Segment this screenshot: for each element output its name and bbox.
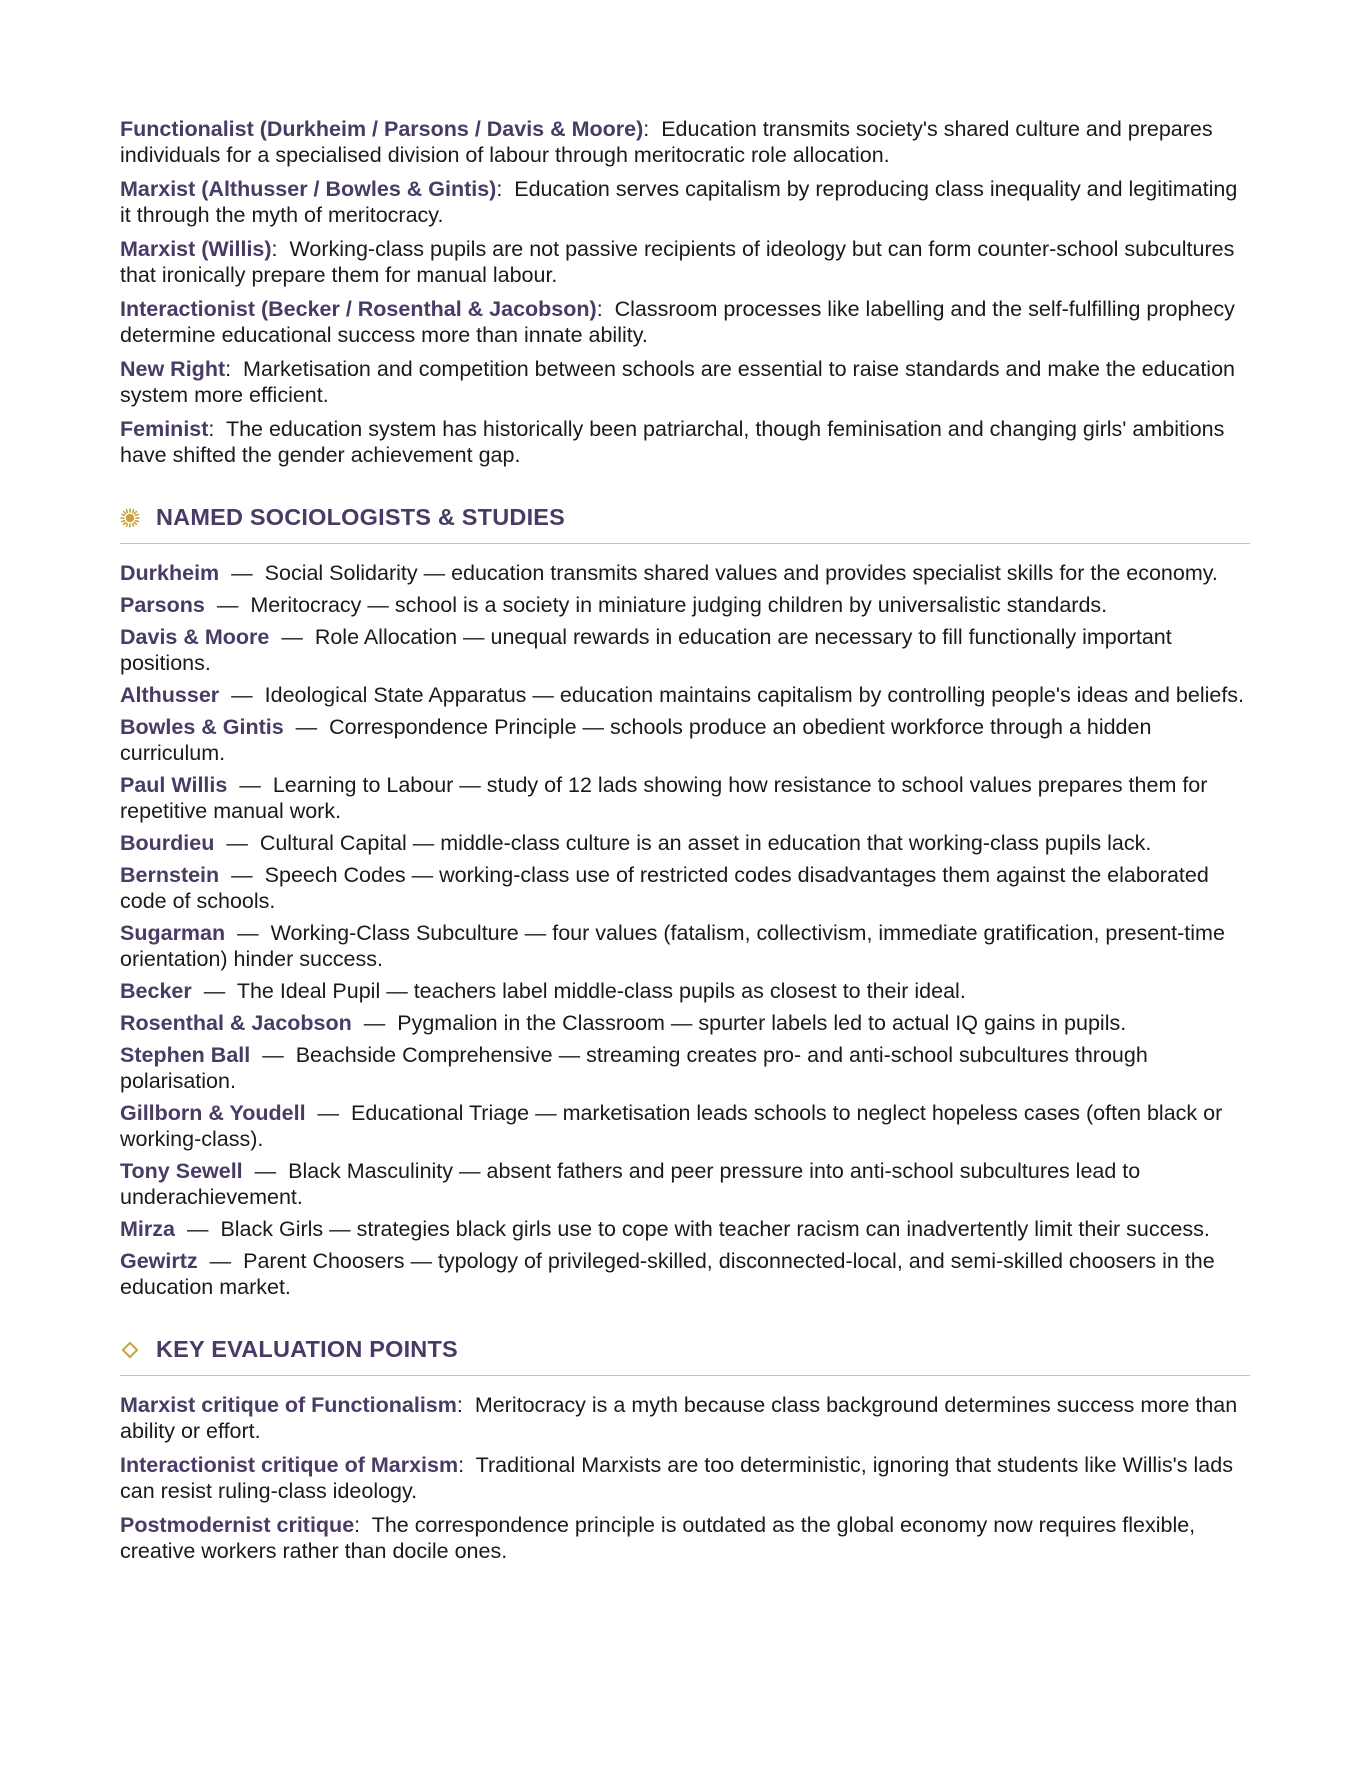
study-name: Working-Class Subculture — [270, 921, 519, 945]
study-name: The Ideal Pupil — [236, 979, 381, 1003]
evaluation-list — [120, 1392, 1250, 1564]
sociologist-entry: Althusser — Ideological State Apparatus — education maintains capitalism by controlling people's ideas and beliefs. — [120, 683, 1245, 707]
study-description: unequal rewards in education are necessary to fill functionally important positions. — [120, 625, 1172, 675]
perspective-item: Interactionist (Becker / Rosenthal & Jacobson): Classroom processes like labelling and the self-fulfilling prophecy determine educational success more than innate ability. — [120, 297, 1235, 347]
study-name: Beachside Comprehensive — [295, 1043, 553, 1067]
perspective-text: Marketisation and competition between schools are essential to raise standards and make the education system more efficient. — [120, 357, 1236, 407]
em-dash: — — [231, 683, 253, 707]
study-description: schools produce an obedient workforce through a hidden curriculum. — [120, 715, 1152, 765]
sociologist-name: Mirza — [120, 1217, 175, 1241]
perspective-label: Interactionist (Becker / Rosenthal & Jacobson) — [120, 297, 597, 321]
perspective-label: Feminist — [120, 417, 209, 441]
study-description: streaming creates pro- and anti-school subcultures through polarisation. — [120, 1043, 1148, 1093]
sun-burst-icon — [120, 508, 140, 528]
sociologist-entry: Sugarman — Working-Class Subculture — four values (fatalism, collectivism, immediate gratification, present-time orientation) hinder success. — [120, 921, 1225, 971]
study-description: working-class use of restricted codes disadvantages them against the elaborated code of schools. — [120, 863, 1209, 913]
sociologist-name: Tony Sewell — [120, 1159, 243, 1183]
sociologists-list — [120, 560, 1250, 1300]
perspective-label: Marxist (Willis) — [120, 237, 272, 261]
study-name: Educational Triage — [351, 1101, 530, 1125]
study-description: education transmits shared values and provides specialist skills for the economy. — [451, 561, 1218, 585]
sociologist-name: Gewirtz — [120, 1249, 198, 1273]
perspective-text: Classroom processes like labelling and the self-fulfilling prophecy determine educational success more than innate ability. — [120, 297, 1235, 347]
study-description: school is a society in miniature judging children by universalistic standards. — [394, 593, 1108, 617]
sociologist-entry: Durkheim — Social Solidarity — education transmits shared values and provides specialist skills for the economy. — [120, 561, 1218, 585]
sociologist-name: Rosenthal & Jacobson — [120, 1011, 352, 1035]
evaluation-item: Postmodernist critique: The correspondence principle is outdated as the global economy now requires flexible, creative workers rather than docile ones. — [120, 1513, 1196, 1563]
sociologists-section-header — [120, 504, 1250, 544]
evaluation-text: Meritocracy is a myth because class background determines success more than ability or effort. — [120, 1393, 1238, 1443]
evaluation-item: Interactionist critique of Marxism: Traditional Marxists are too deterministic, ignoring that students like Willis's lads can resist ruling-class ideology. — [120, 1453, 1233, 1503]
em-dash: — — [363, 1011, 386, 1035]
sociologist-entry: Mirza — Black Girls — strategies black girls use to cope with teacher racism can inadvertently limit their success. — [120, 1217, 1210, 1241]
study-description: marketisation leads schools to neglect hopeless cases (often black or working-class). — [120, 1101, 1223, 1151]
sociologist-name: Althusser — [120, 683, 220, 707]
perspective-text: The education system has historically been patriarchal, though feminisation and changing girls' ambitions have shifted the gender achievement gap. — [120, 417, 1225, 467]
sociologist-name: Sugarman — [120, 921, 226, 945]
sociologist-entry: Stephen Ball — Beachside Comprehensive — streaming creates pro- and anti-school subcultures through polarisation. — [120, 1043, 1148, 1093]
diamond-icon — [120, 1340, 140, 1360]
study-description: strategies black girls use to cope with teacher racism can inadvertently limit their success. — [356, 1217, 1210, 1241]
study-name: Cultural Capital — [259, 831, 407, 855]
study-description: teachers label middle-class pupils as closest to their ideal. — [413, 979, 966, 1003]
em-dash: — — [186, 1217, 209, 1241]
evaluation-section-header — [120, 1336, 1250, 1376]
sociologist-entry: Davis & Moore — Role Allocation — unequal rewards in education are necessary to fill functionally important positions. — [120, 625, 1172, 675]
sociologist-name: Parsons — [120, 593, 205, 617]
em-dash: — — [226, 831, 248, 855]
section-title: NAMED SOCIOLOGISTS & STUDIES — [156, 504, 566, 530]
sociologist-entry: Tony Sewell — Black Masculinity — absent fathers and peer pressure into anti-school subcultures lead to underachievement. — [120, 1159, 1141, 1209]
study-name: Black Masculinity — [288, 1159, 454, 1183]
perspective-item: Functionalist (Durkheim / Parsons / Davis & Moore): Education transmits society's shared culture and prepares individuals for a specialised division of labour through meritocratic role allocation. — [120, 117, 1213, 167]
study-description: spurter labels led to actual IQ gains in pupils. — [698, 1011, 1127, 1035]
study-name: Learning to Labour — [272, 773, 454, 797]
sociologist-name: Bowles & Gintis — [120, 715, 284, 739]
study-name: Black Girls — [220, 1217, 324, 1241]
perspective-label: Marxist (Althusser / Bowles & Gintis) — [120, 177, 497, 201]
em-dash: — — [254, 1159, 277, 1183]
study-description: education maintains capitalism by controlling people's ideas and beliefs. — [559, 683, 1245, 707]
sociologist-name: Becker — [120, 979, 192, 1003]
sociologist-entry: Gillborn & Youdell — Educational Triage — marketisation leads schools to neglect hopeless cases (often black or working-class). — [120, 1101, 1223, 1151]
evaluation-item: Marxist critique of Functionalism: Meritocracy is a myth because class background determines success more than ability or effort. — [120, 1393, 1238, 1443]
study-description: absent fathers and peer pressure into anti-school subcultures lead to underachievement. — [120, 1159, 1141, 1209]
perspective-item: New Right: Marketisation and competition between schools are essential to raise standards and make the education system more efficient. — [120, 357, 1236, 407]
sociologist-entry: Gewirtz — Parent Choosers — typology of privileged-skilled, disconnected-local, and semi-skilled choosers in the education market. — [120, 1249, 1215, 1299]
sociologist-name: Stephen Ball — [120, 1043, 251, 1067]
em-dash: — — [237, 921, 259, 945]
study-name: Role Allocation — [314, 625, 458, 649]
sociologist-name: Gillborn & Youdell — [120, 1101, 306, 1125]
study-name: Social Solidarity — [264, 561, 418, 585]
sociologist-entry: Becker — The Ideal Pupil — teachers label middle-class pupils as closest to their ideal. — [120, 979, 966, 1003]
evaluation-label: Marxist critique of Functionalism — [120, 1393, 457, 1417]
study-name: Pygmalion in the Classroom — [397, 1011, 665, 1035]
perspective-item: Feminist: The education system has historically been patriarchal, though feminisation and changing girls' ambitions have shifted the gender achievement gap. — [120, 417, 1225, 467]
sociologist-name: Paul Willis — [120, 773, 228, 797]
em-dash: — — [295, 715, 318, 739]
study-name: Meritocracy — [250, 593, 362, 617]
em-dash: — — [209, 1249, 232, 1273]
perspective-text: Working-class pupils are not passive recipients of ideology but can form counter-school subcultures that ironically prepare them for manual labour. — [120, 237, 1235, 287]
perspective-label: New Right — [120, 357, 226, 381]
evaluation-label: Interactionist critique of Marxism — [120, 1453, 459, 1477]
study-name: Speech Codes — [264, 863, 406, 887]
sociologist-entry: Rosenthal & Jacobson — Pygmalion in the Classroom — spurter labels led to actual IQ gains in pupils. — [120, 1011, 1127, 1035]
sociologist-entry: Paul Willis — Learning to Labour — study of 12 lads showing how resistance to school values prepares them for repetitive manual work. — [120, 773, 1208, 823]
em-dash: — — [216, 593, 239, 617]
perspective-item: Marxist (Althusser / Bowles & Gintis): Education serves capitalism by reproducing class inequality and legitimating it through the myth of meritocracy. — [120, 177, 1238, 227]
sociologist-entry: Bernstein — Speech Codes — working-class use of restricted codes disadvantages them against the elaborated code of schools. — [120, 863, 1209, 913]
em-dash: — — [262, 1043, 284, 1067]
section-title: KEY EVALUATION POINTS — [156, 1336, 458, 1362]
em-dash: — — [317, 1101, 340, 1125]
evaluation-text: Traditional Marxists are too deterministic, ignoring that students like Willis's lads can resist ruling-class ideology. — [120, 1453, 1233, 1503]
study-description: middle-class culture is an asset in education that working-class pupils lack. — [440, 831, 1152, 855]
sociologist-name: Durkheim — [120, 561, 220, 585]
sociologist-entry: Bourdieu — Cultural Capital — middle-class culture is an asset in education that working-class pupils lack. — [120, 831, 1152, 855]
sociologist-entry: Parsons — Meritocracy — school is a society in miniature judging children by universalistic standards. — [120, 593, 1108, 617]
study-description: typology of privileged-skilled, disconnected-local, and semi-skilled choosers in the education market. — [120, 1249, 1215, 1299]
evaluation-label: Postmodernist critique — [120, 1513, 355, 1537]
sociologist-entry: Bowles & Gintis — Correspondence Principle — schools produce an obedient workforce through a hidden curriculum. — [120, 715, 1152, 765]
study-description: study of 12 lads showing how resistance to school values prepares them for repetitive manual work. — [120, 773, 1208, 823]
perspective-text: Education transmits society's shared culture and prepares individuals for a specialised division of labour through meritocratic role allocation. — [120, 117, 1213, 167]
perspective-item: Marxist (Willis): Working-class pupils are not passive recipients of ideology but can form counter-school subcultures that ironically prepare them for manual labour. — [120, 237, 1235, 287]
sociologist-name: Davis & Moore — [120, 625, 270, 649]
study-description: four values (fatalism, collectivism, immediate gratification, present-time orientation) hinder success. — [120, 921, 1225, 971]
perspectives-list — [120, 116, 1250, 468]
em-dash: — — [231, 561, 253, 585]
sociologist-name: Bourdieu — [120, 831, 215, 855]
sociologist-name: Bernstein — [120, 863, 220, 887]
em-dash: — — [203, 979, 226, 1003]
perspective-label: Functionalist (Durkheim / Parsons / Davis & Moore) — [120, 117, 644, 141]
em-dash: — — [239, 773, 261, 797]
study-name: Parent Choosers — [243, 1249, 405, 1273]
em-dash: — — [281, 625, 303, 649]
study-name: Correspondence Principle — [329, 715, 577, 739]
em-dash: — — [231, 863, 253, 887]
perspective-text: Education serves capitalism by reproducing class inequality and legitimating it through the myth of meritocracy. — [120, 177, 1238, 227]
study-name: Ideological State Apparatus — [264, 683, 527, 707]
document-page — [120, 116, 1250, 1572]
evaluation-text: The correspondence principle is outdated as the global economy now requires flexible, creative workers rather than docile ones. — [120, 1513, 1196, 1563]
